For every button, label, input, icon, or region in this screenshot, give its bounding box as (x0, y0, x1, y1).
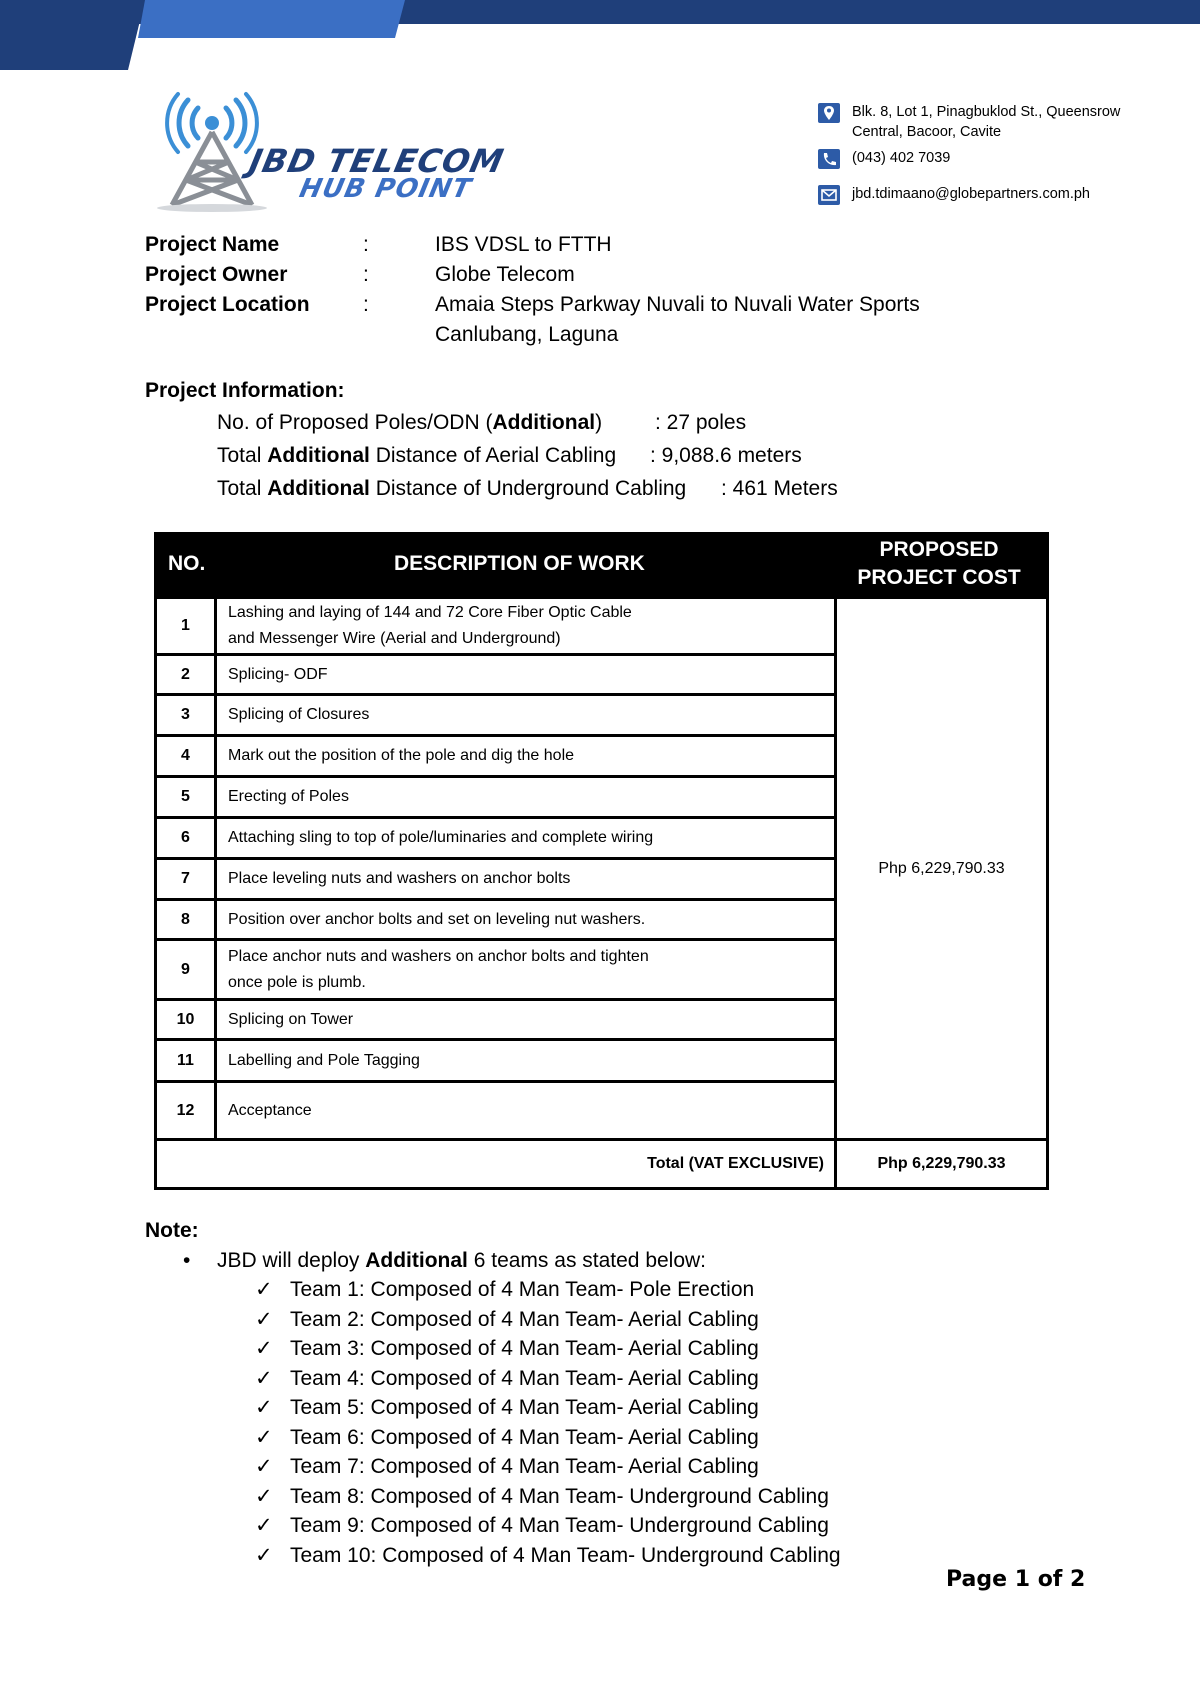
row-description-cell (214, 938, 837, 1001)
table-header (154, 532, 1049, 596)
project-location-value-2: Canlubang, Laguna (435, 323, 619, 346)
team-item (145, 1334, 841, 1364)
row-number-cell (154, 816, 217, 860)
total-value: Php 6,229,790.33 (877, 1155, 1006, 1172)
checkmark-icon: ✓ (255, 1425, 273, 1449)
row-description-line: Attaching sling to top of pole/luminaries and complete wiring (228, 829, 654, 846)
colon: : (363, 293, 369, 316)
team-item (145, 1364, 841, 1394)
info-value-poles: : 27 poles (655, 411, 747, 434)
row-number-cell (154, 734, 217, 778)
project-name-label: Project Name (145, 233, 280, 256)
row-description-cell (214, 857, 837, 901)
row-description-line: Lashing and laying of 144 and 72 Core Fiber Optic Cable (228, 604, 632, 621)
info-text: Distance of Aerial Cabling (369, 444, 617, 467)
team-list (145, 1275, 841, 1570)
info-line-underground (145, 472, 838, 505)
row-number: 6 (181, 829, 190, 846)
info-bold: Additional (267, 444, 370, 467)
info-value-underground: : 461 Meters (721, 477, 838, 500)
row-description (228, 702, 369, 728)
team-item (145, 1511, 841, 1541)
team-text: Team 6: Composed of 4 Man Team- Aerial Cabling (290, 1425, 759, 1449)
checkmark-icon: ✓ (255, 1337, 273, 1360)
row-description (228, 1098, 312, 1124)
row-description (228, 825, 653, 851)
row-description (228, 1048, 420, 1074)
page-text: of (1030, 1567, 1071, 1592)
row-description-line: Place leveling nuts and washers on anchor bolts (228, 870, 571, 887)
page-current: 1 (1014, 1567, 1031, 1592)
checkmark-icon: ✓ (255, 1514, 273, 1537)
row-number: 2 (181, 665, 190, 683)
project-owner-label: Project Owner (145, 263, 288, 286)
header-cost-line2: PROJECT COST (857, 566, 1021, 589)
row-number-cell (154, 938, 217, 1001)
row-description (228, 1007, 353, 1033)
team-text: Team 1: Composed of 4 Man Team- Pole Erection (290, 1278, 755, 1301)
note-text: 6 teams as stated below: (467, 1248, 707, 1272)
header-cost (834, 536, 1044, 592)
row-description (228, 866, 570, 892)
team-item (145, 1423, 841, 1453)
row-description-line: Labelling and Pole Tagging (228, 1051, 420, 1069)
project-information (145, 376, 838, 505)
info-line-aerial (145, 439, 802, 472)
row-number: 12 (176, 1101, 195, 1119)
row-number: 8 (181, 910, 190, 928)
row-description-cell (214, 898, 837, 941)
header-description: DESCRIPTION OF WORK (394, 552, 645, 575)
company-name-line1: JBD TELECOM (245, 142, 508, 180)
info-bold: Additional (492, 411, 596, 434)
row-description-cell (214, 1038, 837, 1083)
row-number: 3 (181, 706, 190, 723)
team-item (145, 1393, 841, 1423)
row-description-cell (214, 734, 837, 778)
note-text: JBD will deploy (217, 1248, 366, 1272)
email-row (818, 184, 1148, 204)
team-text: Team 4: Composed of 4 Man Team- Aerial Cabling (290, 1366, 759, 1390)
team-text: Team 7: Composed of 4 Man Team- Aerial Cabling (290, 1455, 759, 1478)
phone-row (818, 148, 1148, 180)
row-number: 4 (181, 747, 190, 764)
project-information-heading: Project Information: (145, 379, 345, 402)
page-number (946, 1567, 1085, 1592)
team-text: Team 9: Composed of 4 Man Team- Underground Cabling (290, 1514, 829, 1537)
info-text: Total (217, 444, 268, 467)
info-value-aerial: : 9,088.6 meters (650, 444, 802, 467)
phone-icon (818, 149, 840, 169)
team-text: Team 3: Composed of 4 Man Team- Aerial Cabling (290, 1337, 759, 1360)
team-text: Team 10: Composed of 4 Man Team- Underground Cabling (290, 1543, 841, 1567)
row-description-cell (214, 998, 837, 1041)
row-description-line: Erecting of Poles (228, 788, 349, 805)
company-name-line2: HUB POINT (296, 174, 475, 204)
cost-cell (834, 596, 1049, 1141)
row-description-line: Splicing on Tower (228, 1010, 354, 1028)
team-item (145, 1452, 841, 1482)
work-table (154, 532, 1049, 1190)
row-number-cell (154, 1038, 217, 1083)
info-line-poles (145, 406, 747, 439)
row-description-line: Acceptance (228, 1101, 312, 1119)
row-description-line: Splicing of Closures (228, 706, 370, 723)
row-number: 1 (181, 617, 190, 634)
address-text: Blk. 8, Lot 1, Pinagbuklod St., Queensrow Central, Bacoor, Cavite (852, 104, 1121, 140)
row-description-cell (214, 653, 837, 696)
checkmark-icon: ✓ (255, 1484, 273, 1508)
note-bold: Additional (365, 1248, 468, 1272)
row-description-cell (214, 693, 837, 737)
total-label: Total (VAT EXCLUSIVE) (647, 1155, 824, 1172)
row-number: 10 (176, 1010, 195, 1028)
project-location-label: Project Location (145, 293, 310, 316)
project-location-value: Amaia Steps Parkway Nuvali to Nuvali Water Sports (435, 293, 920, 316)
row-number: 5 (181, 788, 190, 805)
info-bold: Additional (267, 477, 370, 500)
row-number: 11 (177, 1051, 194, 1069)
row-number-cell (154, 596, 217, 656)
row-description-line: Splicing- ODF (228, 665, 328, 683)
page-total: 2 (1070, 1567, 1086, 1592)
note-bullet (145, 1246, 841, 1276)
header-no: NO. (168, 552, 206, 575)
row-description (228, 743, 574, 769)
checkmark-icon: ✓ (255, 1396, 273, 1419)
location-pin-icon (818, 103, 840, 123)
checkmark-icon: ✓ (255, 1366, 273, 1390)
row-number-cell (154, 693, 217, 737)
total-value-cell (834, 1138, 1049, 1190)
checkmark-icon: ✓ (255, 1278, 273, 1301)
row-description-line: once pole is plumb. (228, 973, 366, 991)
row-number: 7 (181, 870, 190, 887)
row-number-cell (154, 898, 217, 941)
contact-block (818, 102, 1148, 204)
total-label-cell (154, 1138, 837, 1190)
row-description (228, 600, 632, 652)
phone-text: (043) 402 7039 (852, 150, 951, 166)
checkmark-icon: ✓ (255, 1455, 273, 1478)
team-text: Team 2: Composed of 4 Man Team- Aerial Cabling (290, 1307, 759, 1331)
project-name-value: IBS VDSL to FTTH (435, 233, 612, 256)
row-number-cell (154, 857, 217, 901)
row-description-cell (214, 1080, 837, 1141)
team-item (145, 1305, 841, 1335)
team-text: Team 8: Composed of 4 Man Team- Underground Cabling (290, 1484, 829, 1508)
project-owner-value: Globe Telecom (435, 263, 575, 286)
colon: : (363, 233, 369, 256)
row-description (228, 784, 349, 810)
note-heading: Note: (145, 1219, 199, 1242)
info-text: Distance of Underground Cabling (369, 477, 687, 500)
row-number-cell (154, 653, 217, 696)
address-row (818, 102, 1148, 142)
row-description (228, 907, 645, 933)
row-number: 9 (181, 960, 190, 978)
info-text: No. of Proposed Poles/ODN ( (217, 411, 493, 434)
row-description-line: and Messenger Wire (Aerial and Underground) (228, 630, 561, 647)
row-description-line: Mark out the position of the pole and dig the hole (228, 747, 575, 764)
row-description (228, 662, 328, 688)
cost-value: Php 6,229,790.33 (878, 859, 1005, 877)
notes-section (145, 1216, 841, 1570)
team-item (145, 1482, 841, 1512)
row-number-cell (154, 1080, 217, 1141)
info-text: ) (595, 411, 603, 434)
row-number-cell (154, 775, 217, 819)
row-description-cell (214, 816, 837, 860)
email-text: jbd.tdimaano@globepartners.com.ph (852, 186, 1090, 202)
team-text: Team 5: Composed of 4 Man Team- Aerial Cabling (290, 1396, 759, 1419)
colon: : (363, 263, 369, 286)
info-text: Total (217, 477, 268, 500)
company-logo (150, 90, 590, 215)
checkmark-icon: ✓ (255, 1543, 273, 1567)
email-icon (818, 185, 840, 205)
row-description-line: Position over anchor bolts and set on leveling nut washers. (228, 910, 646, 928)
row-description-cell (214, 596, 837, 656)
row-description (228, 944, 649, 996)
header-banner (0, 0, 1200, 70)
row-description-cell (214, 775, 837, 819)
row-description-line: Place anchor nuts and washers on anchor bolts and tighten (228, 947, 649, 965)
page-text: Page (946, 1567, 1015, 1592)
team-item (145, 1275, 841, 1305)
team-item (145, 1541, 841, 1571)
row-number-cell (154, 998, 217, 1041)
checkmark-icon: ✓ (255, 1307, 273, 1331)
header-cost-line1: PROPOSED (879, 538, 999, 561)
